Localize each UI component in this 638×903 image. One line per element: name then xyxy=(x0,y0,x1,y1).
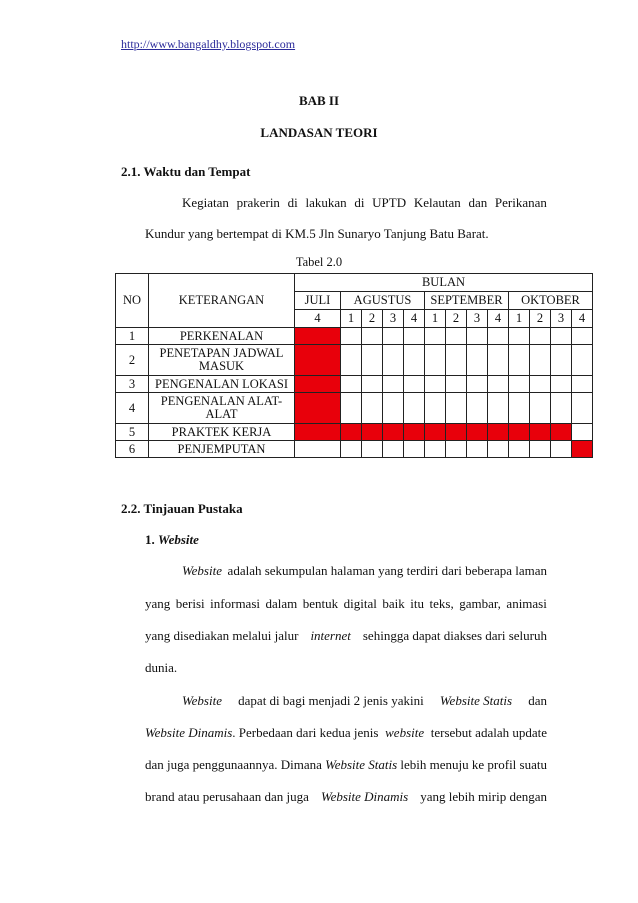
week-cell xyxy=(404,376,425,393)
p2-line-2-em2: website xyxy=(385,725,425,740)
week-cell xyxy=(425,328,446,345)
p2-line-1 xyxy=(182,693,547,709)
p1-line-3-b: sehingga dapat diakses dari seluruh xyxy=(362,628,547,643)
p1-line-4: dunia. xyxy=(145,660,178,675)
week-cell xyxy=(362,328,383,345)
subsection-title: Website xyxy=(158,532,199,547)
week-cell xyxy=(295,441,341,458)
week-cell xyxy=(572,393,593,424)
chapter-number: BAB II xyxy=(298,93,340,108)
row-keterangan: PERKENALAN xyxy=(149,328,295,345)
table-row xyxy=(116,345,593,376)
week-cell xyxy=(446,441,467,458)
row-no: 5 xyxy=(116,424,149,441)
row-keterangan: PENJEMPUTAN xyxy=(149,441,295,458)
p2-line-2-end: tersebut adalah update xyxy=(430,725,547,740)
row-no: 3 xyxy=(116,376,149,393)
table-row xyxy=(116,328,593,345)
week-cell xyxy=(467,328,488,345)
week-cell xyxy=(383,345,404,376)
week-cell xyxy=(446,328,467,345)
p2-line-4 xyxy=(145,789,547,805)
header-month: OKTOBER xyxy=(509,292,593,310)
table-row xyxy=(116,393,593,424)
week-cell xyxy=(404,345,425,376)
p2-line-3-em: Website Statis xyxy=(325,757,398,772)
week-cell xyxy=(509,376,530,393)
p2-line-4-em: Website Dinamis xyxy=(320,789,409,804)
week-cell xyxy=(467,393,488,424)
p1-line-2-word: gambar, xyxy=(459,596,501,611)
p1-line-1-rest: adalah sekumpulan halaman yang terdiri dari beberapa laman xyxy=(227,563,547,578)
week-cell-filled xyxy=(295,376,341,393)
week-cell-filled xyxy=(295,393,341,424)
week-cell-filled xyxy=(295,328,341,345)
week-cell xyxy=(446,393,467,424)
p2-line-1-em1: Website xyxy=(182,693,222,708)
week-cell xyxy=(404,328,425,345)
week-cell xyxy=(551,328,572,345)
p1-line-3-em: internet xyxy=(310,628,351,643)
week-cell-filled xyxy=(295,345,341,376)
header-week: 2 xyxy=(362,310,383,328)
week-cell-filled xyxy=(572,441,593,458)
header-week: 3 xyxy=(551,310,572,328)
week-cell xyxy=(467,345,488,376)
p2-line-4-b: yang lebih mirip dengan xyxy=(420,789,547,804)
row-keterangan: PENETAPAN JADWAL MASUK xyxy=(149,345,295,376)
header-keterangan: KETERANGAN xyxy=(149,274,295,328)
week-cell xyxy=(509,328,530,345)
week-cell xyxy=(383,393,404,424)
header-month: AGUSTUS xyxy=(341,292,425,310)
header-week: 1 xyxy=(341,310,362,328)
week-cell xyxy=(446,376,467,393)
subsection-number: 1. xyxy=(145,532,155,547)
schedule-table xyxy=(115,273,593,458)
table-caption: Tabel 2.0 xyxy=(295,255,343,269)
p1-line-2 xyxy=(145,596,547,612)
section-2-1-line-1-word: Perikanan xyxy=(494,195,547,210)
header-bulan: BULAN xyxy=(295,274,593,292)
header-week: 4 xyxy=(572,310,593,328)
p2-line-3-b: lebih menuju ke profil suatu xyxy=(400,757,547,772)
week-cell xyxy=(530,441,551,458)
p2-line-2-mid: . Perbedaan dari kedua jenis xyxy=(232,725,379,740)
week-cell-filled xyxy=(362,424,383,441)
p1-line-3-a: yang disediakan melalui jalur xyxy=(145,628,299,643)
week-cell xyxy=(467,376,488,393)
header-week: 3 xyxy=(467,310,488,328)
week-cell-filled xyxy=(509,424,530,441)
header-week: 4 xyxy=(488,310,509,328)
week-cell xyxy=(341,393,362,424)
week-cell xyxy=(404,393,425,424)
p2-line-1-em2: Website Statis xyxy=(439,693,513,708)
week-cell xyxy=(530,328,551,345)
row-no: 2 xyxy=(116,345,149,376)
week-cell-filled xyxy=(295,424,341,441)
row-keterangan: PRAKTEK KERJA xyxy=(149,424,295,441)
week-cell xyxy=(551,441,572,458)
week-cell xyxy=(572,328,593,345)
row-no: 1 xyxy=(116,328,149,345)
p2-line-3 xyxy=(145,757,547,773)
section-2-1-line-2: Kundur yang bertempat di KM.5 Jln Sunaryo Tanjung Batu Barat. xyxy=(145,226,489,241)
week-cell xyxy=(509,345,530,376)
week-cell xyxy=(530,393,551,424)
week-cell xyxy=(488,376,509,393)
table-row xyxy=(116,441,593,458)
p2-line-2-em1: Website Dinamis xyxy=(145,725,233,740)
header-month: SEPTEMBER xyxy=(425,292,509,310)
p2-line-1-mid: dapat di bagi menjadi 2 jenis yakini xyxy=(238,693,424,708)
week-cell xyxy=(425,345,446,376)
p2-line-4-a: brand atau perusahaan dan juga xyxy=(145,789,309,804)
header-week: 2 xyxy=(530,310,551,328)
row-no: 4 xyxy=(116,393,149,424)
week-cell xyxy=(572,345,593,376)
week-cell xyxy=(488,441,509,458)
week-cell-filled xyxy=(530,424,551,441)
table-header-row xyxy=(116,274,593,292)
week-cell xyxy=(383,441,404,458)
week-cell xyxy=(551,345,572,376)
header-week: 4 xyxy=(295,310,341,328)
week-cell-filled xyxy=(488,424,509,441)
p1-line-2-word: informasi xyxy=(210,596,260,611)
section-2-1-line-1-word: lakukan xyxy=(305,195,347,210)
section-2-1-line-1-word: di xyxy=(287,195,298,210)
header-week: 2 xyxy=(446,310,467,328)
p1-line-1-em: Website xyxy=(182,563,222,578)
p1-line-1 xyxy=(182,563,547,579)
week-cell xyxy=(467,441,488,458)
section-2-1-line-1 xyxy=(182,195,547,211)
table-row xyxy=(116,424,593,441)
week-cell-filled xyxy=(383,424,404,441)
p1-line-2-word: dalam xyxy=(265,596,298,611)
week-cell-filled xyxy=(341,424,362,441)
header-month: JULI xyxy=(295,292,341,310)
week-cell xyxy=(341,345,362,376)
p1-line-2-word: teks, xyxy=(429,596,454,611)
week-cell xyxy=(362,376,383,393)
week-cell xyxy=(341,441,362,458)
header-url-link[interactable]: http://www.bangaldhy.blogspot.com xyxy=(121,37,296,51)
week-cell xyxy=(572,424,593,441)
week-cell xyxy=(446,345,467,376)
week-cell-filled xyxy=(446,424,467,441)
week-cell xyxy=(551,393,572,424)
p1-line-2-word: berisi xyxy=(175,596,205,611)
week-cell xyxy=(362,345,383,376)
week-cell xyxy=(530,345,551,376)
row-keterangan: PENGENALAN ALAT-ALAT xyxy=(149,393,295,424)
p1-line-3 xyxy=(145,628,547,644)
table-row xyxy=(116,376,593,393)
week-cell xyxy=(551,376,572,393)
week-cell xyxy=(488,328,509,345)
section-2-1-line-1-word: Kegiatan xyxy=(182,195,229,210)
section-2-1-line-1-word: dan xyxy=(468,195,488,210)
week-cell xyxy=(488,345,509,376)
section-2-2-heading: 2.2. Tinjauan Pustaka xyxy=(121,501,243,516)
week-cell xyxy=(488,393,509,424)
header-week: 3 xyxy=(383,310,404,328)
section-2-1-line-1-word: di xyxy=(354,195,365,210)
week-cell xyxy=(383,328,404,345)
week-cell xyxy=(341,328,362,345)
section-2-1-heading: 2.1. Waktu dan Tempat xyxy=(121,164,251,179)
week-cell-filled xyxy=(551,424,572,441)
week-cell-filled xyxy=(425,424,446,441)
week-cell xyxy=(404,441,425,458)
header-week: 4 xyxy=(404,310,425,328)
header-no: NO xyxy=(116,274,149,328)
p2-line-1-end: dan xyxy=(528,693,547,708)
p2-line-3-a: dan juga penggunaannya. Dimana xyxy=(145,757,322,772)
week-cell xyxy=(509,393,530,424)
section-2-1-line-1-word: UPTD xyxy=(372,195,407,210)
week-cell xyxy=(425,393,446,424)
week-cell xyxy=(425,441,446,458)
section-2-1-line-1-word: Kelautan xyxy=(413,195,461,210)
p1-line-2-word: bentuk xyxy=(302,596,339,611)
p1-line-2-word: baik xyxy=(382,596,405,611)
week-cell-filled xyxy=(467,424,488,441)
row-no: 6 xyxy=(116,441,149,458)
p1-line-2-word: animasi xyxy=(506,596,547,611)
week-cell xyxy=(383,376,404,393)
subsection-website-heading xyxy=(145,532,199,548)
header-week: 1 xyxy=(425,310,446,328)
week-cell xyxy=(425,376,446,393)
week-cell xyxy=(362,393,383,424)
week-cell xyxy=(572,376,593,393)
p1-line-2-word: yang xyxy=(145,596,171,611)
section-2-1-line-1-word: prakerin xyxy=(236,195,280,210)
header-week: 1 xyxy=(509,310,530,328)
p1-line-2-word: itu xyxy=(410,596,424,611)
p1-line-2-word: digital xyxy=(343,596,377,611)
week-cell xyxy=(530,376,551,393)
row-keterangan: PENGENALAN LOKASI xyxy=(149,376,295,393)
week-cell xyxy=(341,376,362,393)
week-cell-filled xyxy=(404,424,425,441)
chapter-title: LANDASAN TEORI xyxy=(260,125,378,140)
p2-line-2 xyxy=(145,725,547,741)
week-cell xyxy=(509,441,530,458)
week-cell xyxy=(362,441,383,458)
